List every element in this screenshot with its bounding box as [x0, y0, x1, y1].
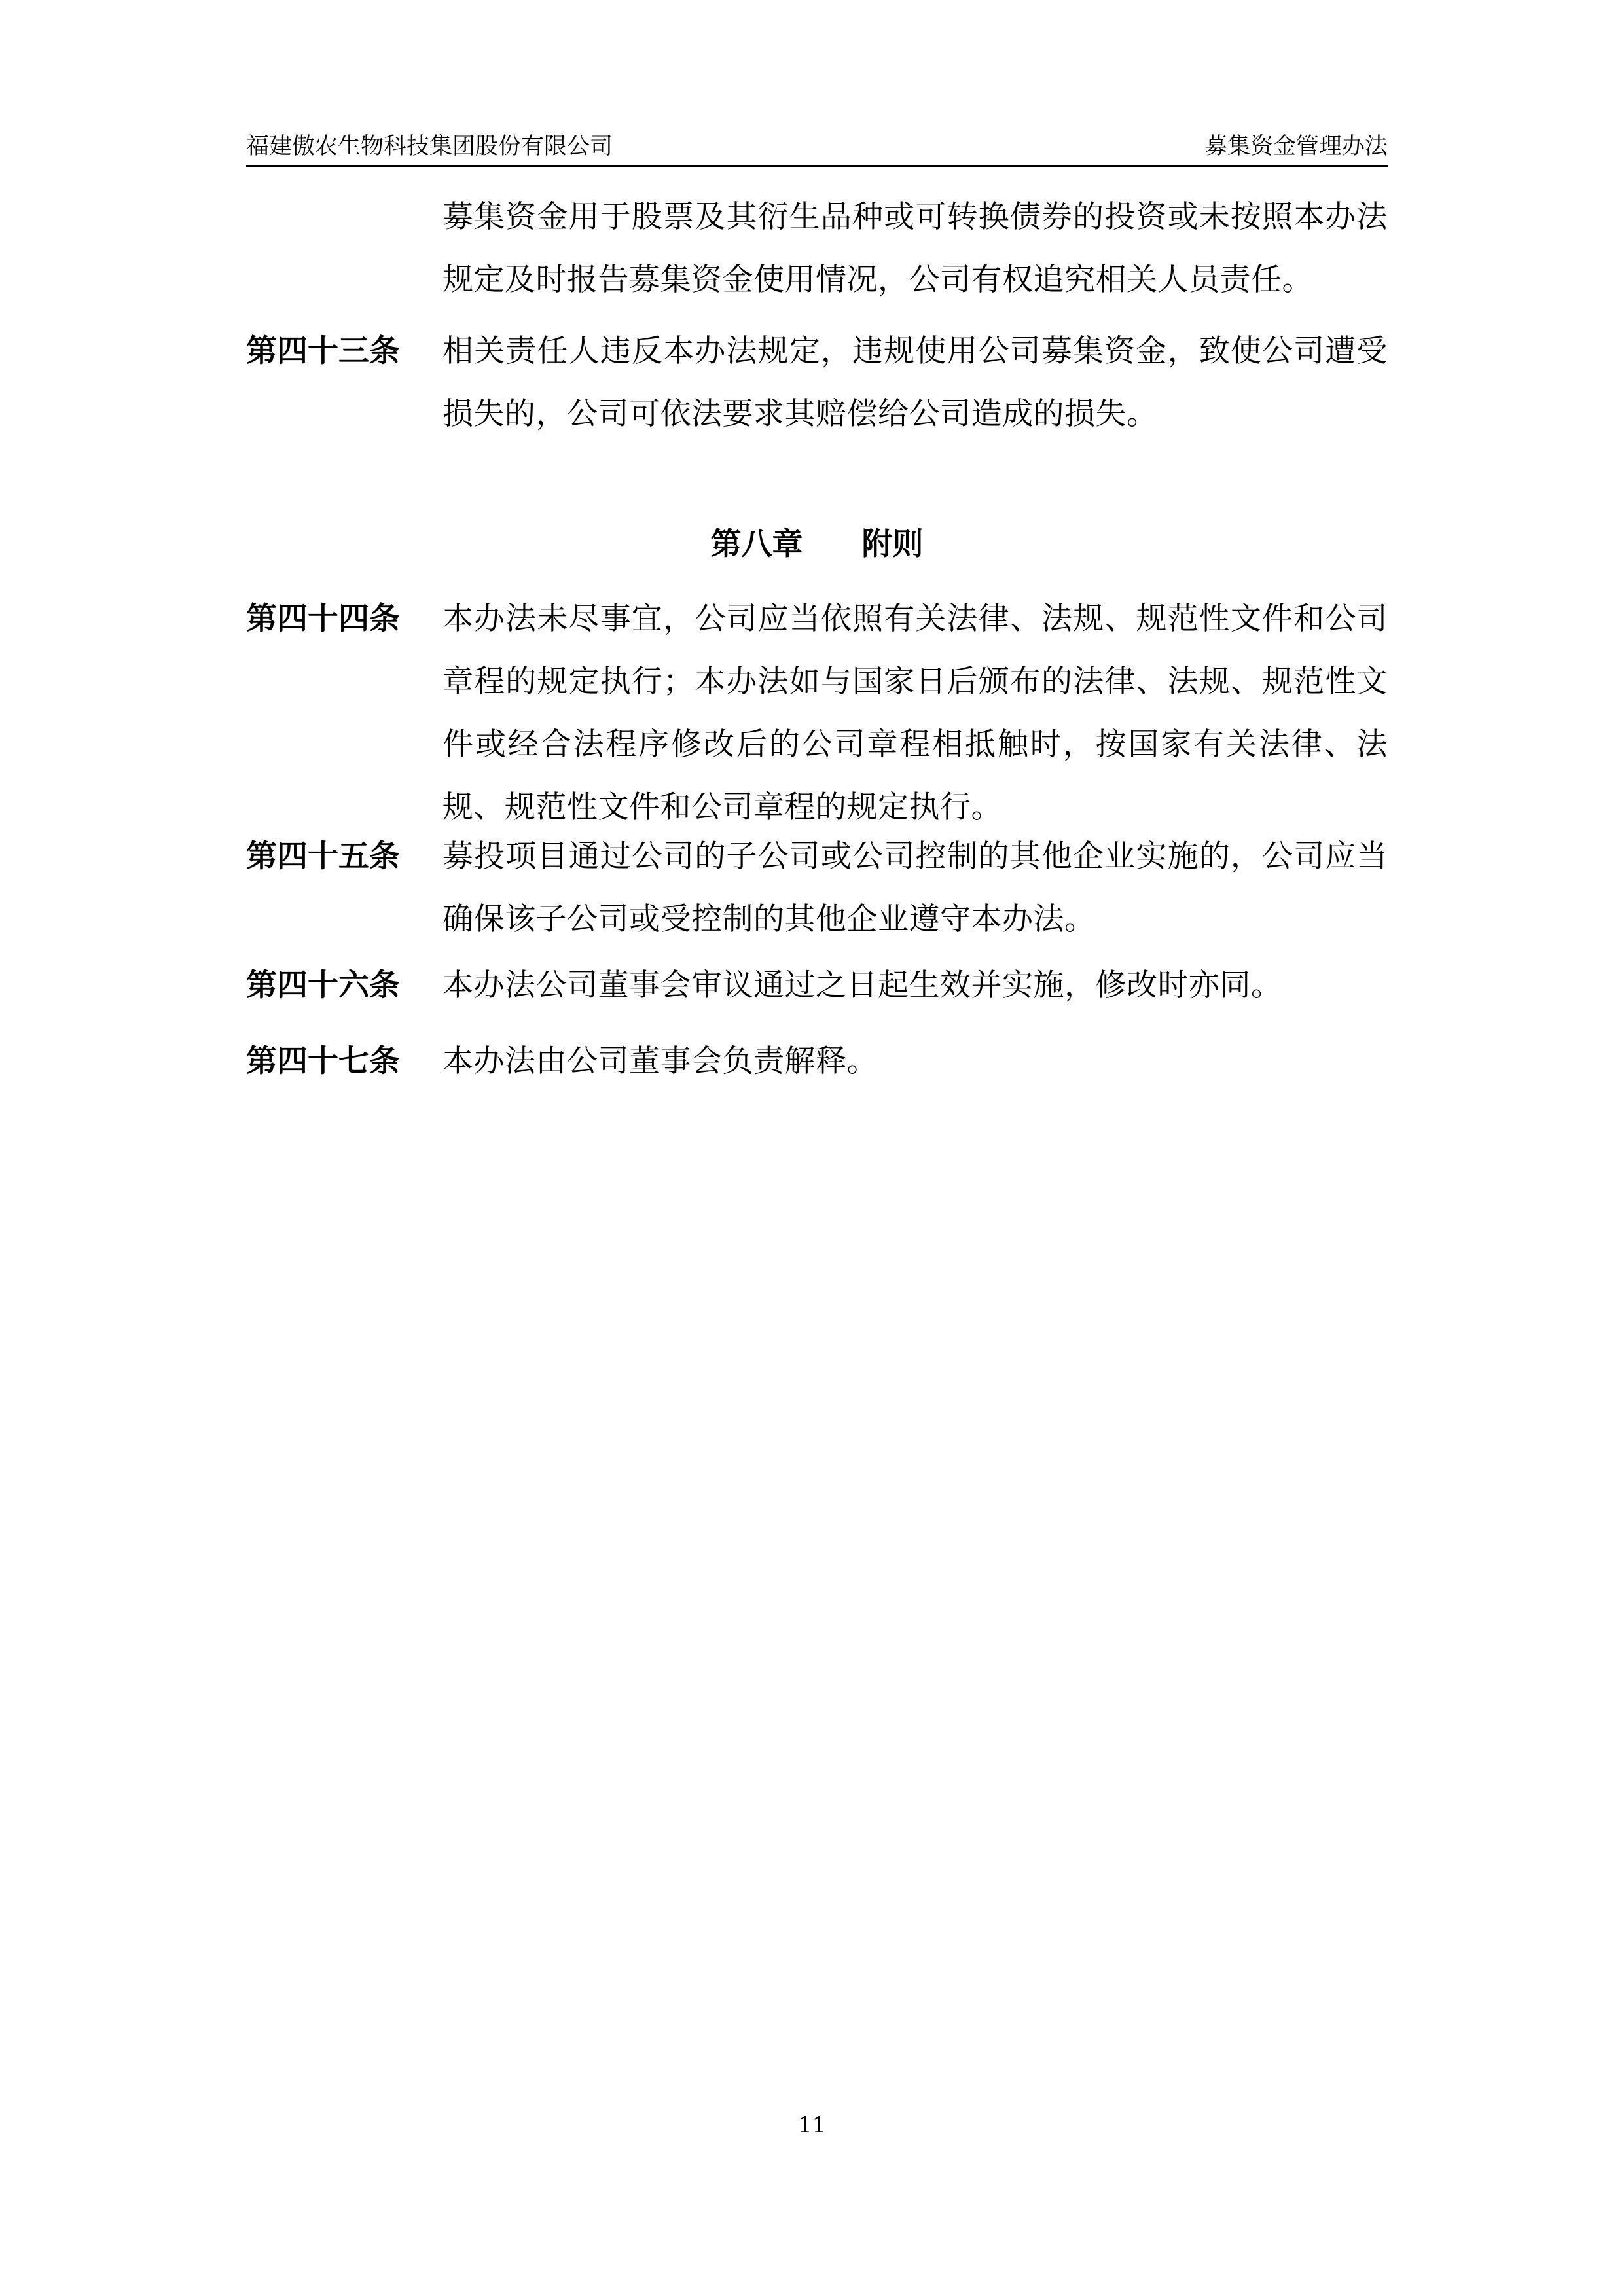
article-46 — [246, 954, 1388, 1017]
header-company-name: 福建傲农生物科技集团股份有限公司 — [246, 134, 613, 160]
article-text: 本办法未尽事宜，公司应当依照有关法律、法规、规范性文件和公司章程的规定执行；本办法如与国家日后颁布的法律、法规、规范性文件或经合法程序修改后的公司章程相抵触时，按国家有关法律、法规、规范性文件和公司章程的规定执行。 — [442, 601, 1388, 825]
article-continuation — [246, 186, 1388, 312]
article-text: 募投项目通过公司的子公司或公司控制的其他企业实施的，公司应当确保该子公司或受控制的其他企业遵守本办法。 — [442, 838, 1388, 937]
article-text: 本办法由公司董事会负责解释。 — [442, 1043, 878, 1079]
article-44 — [246, 588, 1388, 839]
article-number: 第四十三条 — [246, 333, 400, 369]
chapter-heading — [246, 518, 1388, 571]
header-document-title: 募集资金管理办法 — [1204, 134, 1388, 160]
article-number: 第四十六条 — [246, 967, 400, 1003]
article-text: 本办法公司董事会审议通过之日起生效并实施，修改时亦同。 — [442, 967, 1282, 1003]
chapter-number: 第八章 — [710, 526, 803, 562]
page-number: 11 — [797, 2112, 827, 2138]
article-text: 募集资金用于股票及其衍生品种或可转换债券的投资或未按照本办法规定及时报告募集资金使用情况，公司有权追究相关人员责任。 — [442, 199, 1388, 298]
article-number: 第四十四条 — [246, 601, 400, 637]
chapter-title: 附则 — [861, 526, 924, 562]
article-45 — [246, 825, 1388, 951]
page-header — [246, 128, 1388, 167]
article-43 — [246, 320, 1388, 446]
article-text: 相关责任人违反本办法规定，违规使用公司募集资金，致使公司遭受损失的，公司可依法要求其赔偿给公司造成的损失。 — [442, 333, 1388, 432]
article-number: 第四十七条 — [246, 1043, 400, 1079]
article-47 — [246, 1030, 1388, 1093]
article-number: 第四十五条 — [246, 838, 400, 874]
